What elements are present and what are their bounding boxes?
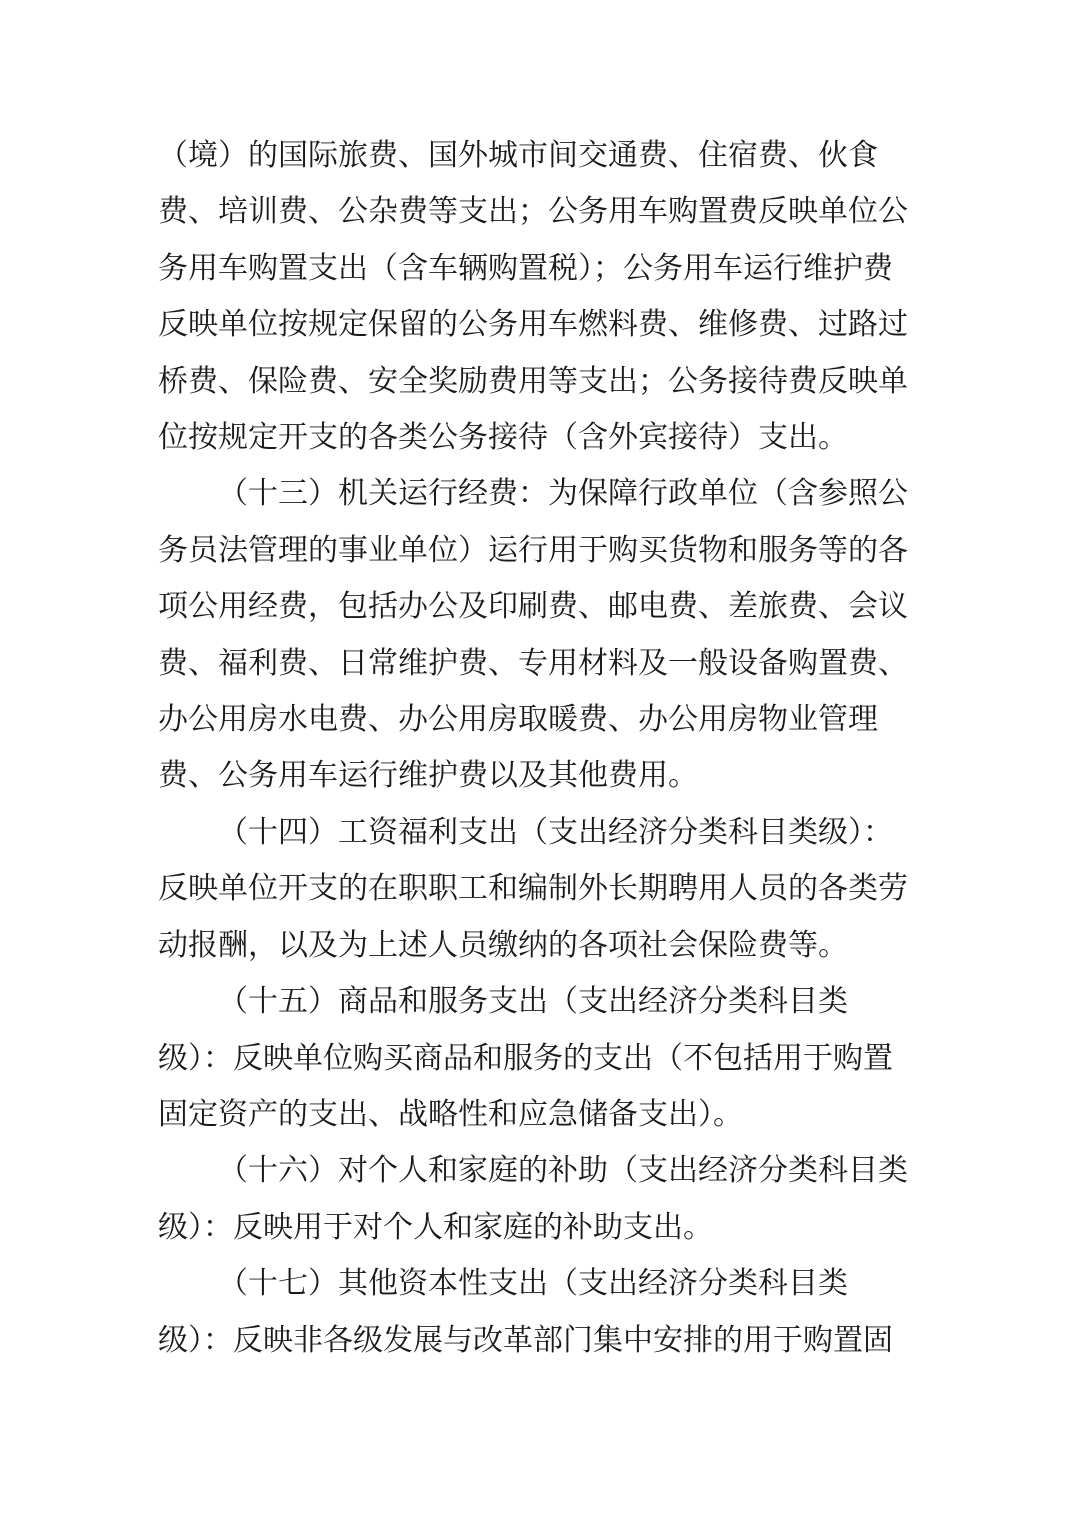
text-line: 级）：反映非各级发展与改革部门集中安排的用于购置固: [158, 1322, 893, 1358]
text-line: 反映单位开支的在职职工和编制外长期聘用人员的各类劳: [158, 871, 908, 907]
text-line: （十四）工资福利支出（支出经济分类科目类级）：: [218, 814, 893, 850]
text-line: 动报酬，以及为上述人员缴纳的各项社会保险费等。: [158, 927, 848, 963]
text-line: 费、公务用车运行维护费以及其他费用。: [158, 758, 698, 794]
text-line: 级）：反映用于对个人和家庭的补助支出。: [158, 1209, 713, 1245]
text-line: （十五）商品和服务支出（支出经济分类科目类: [218, 984, 848, 1020]
text-line: 办公用房水电费、办公用房取暖费、办公用房物业管理: [158, 702, 878, 738]
text-line: 务用车购置支出（含车辆购置税）；公务用车运行维护费: [158, 250, 893, 286]
text-line: 费、培训费、公杂费等支出；公务用车购置费反映单位公: [158, 194, 908, 230]
text-line: 反映单位按规定保留的公务用车燃料费、维修费、过路过: [158, 307, 908, 343]
text-line: （十七）其他资本性支出（支出经济分类科目类: [218, 1266, 848, 1302]
text-line: 务员法管理的事业单位）运行用于购买货物和服务等的各: [158, 532, 908, 568]
text-line: 级）：反映单位购买商品和服务的支出（不包括用于购置: [158, 1040, 893, 1076]
text-line: 费、福利费、日常维护费、专用材料及一般设备购置费、: [158, 645, 908, 681]
text-line: （十三）机关运行经费：为保障行政单位（含参照公: [218, 476, 908, 512]
document-content: [158, 128, 918, 1369]
text-line: 项公用经费，包括办公及印刷费、邮电费、差旅费、会议: [158, 589, 908, 625]
text-line: 固定资产的支出、战略性和应急储备支出）。: [158, 1096, 743, 1132]
text-line: （十六）对个人和家庭的补助（支出经济分类科目类: [218, 1153, 908, 1189]
text-line: 桥费、保险费、安全奖励费用等支出；公务接待费反映单: [158, 363, 908, 399]
text-line: 位按规定开支的各类公务接待（含外宾接待）支出。: [158, 420, 848, 456]
text-line: （境）的国际旅费、国外城市间交通费、住宿费、伙食: [158, 138, 878, 173]
